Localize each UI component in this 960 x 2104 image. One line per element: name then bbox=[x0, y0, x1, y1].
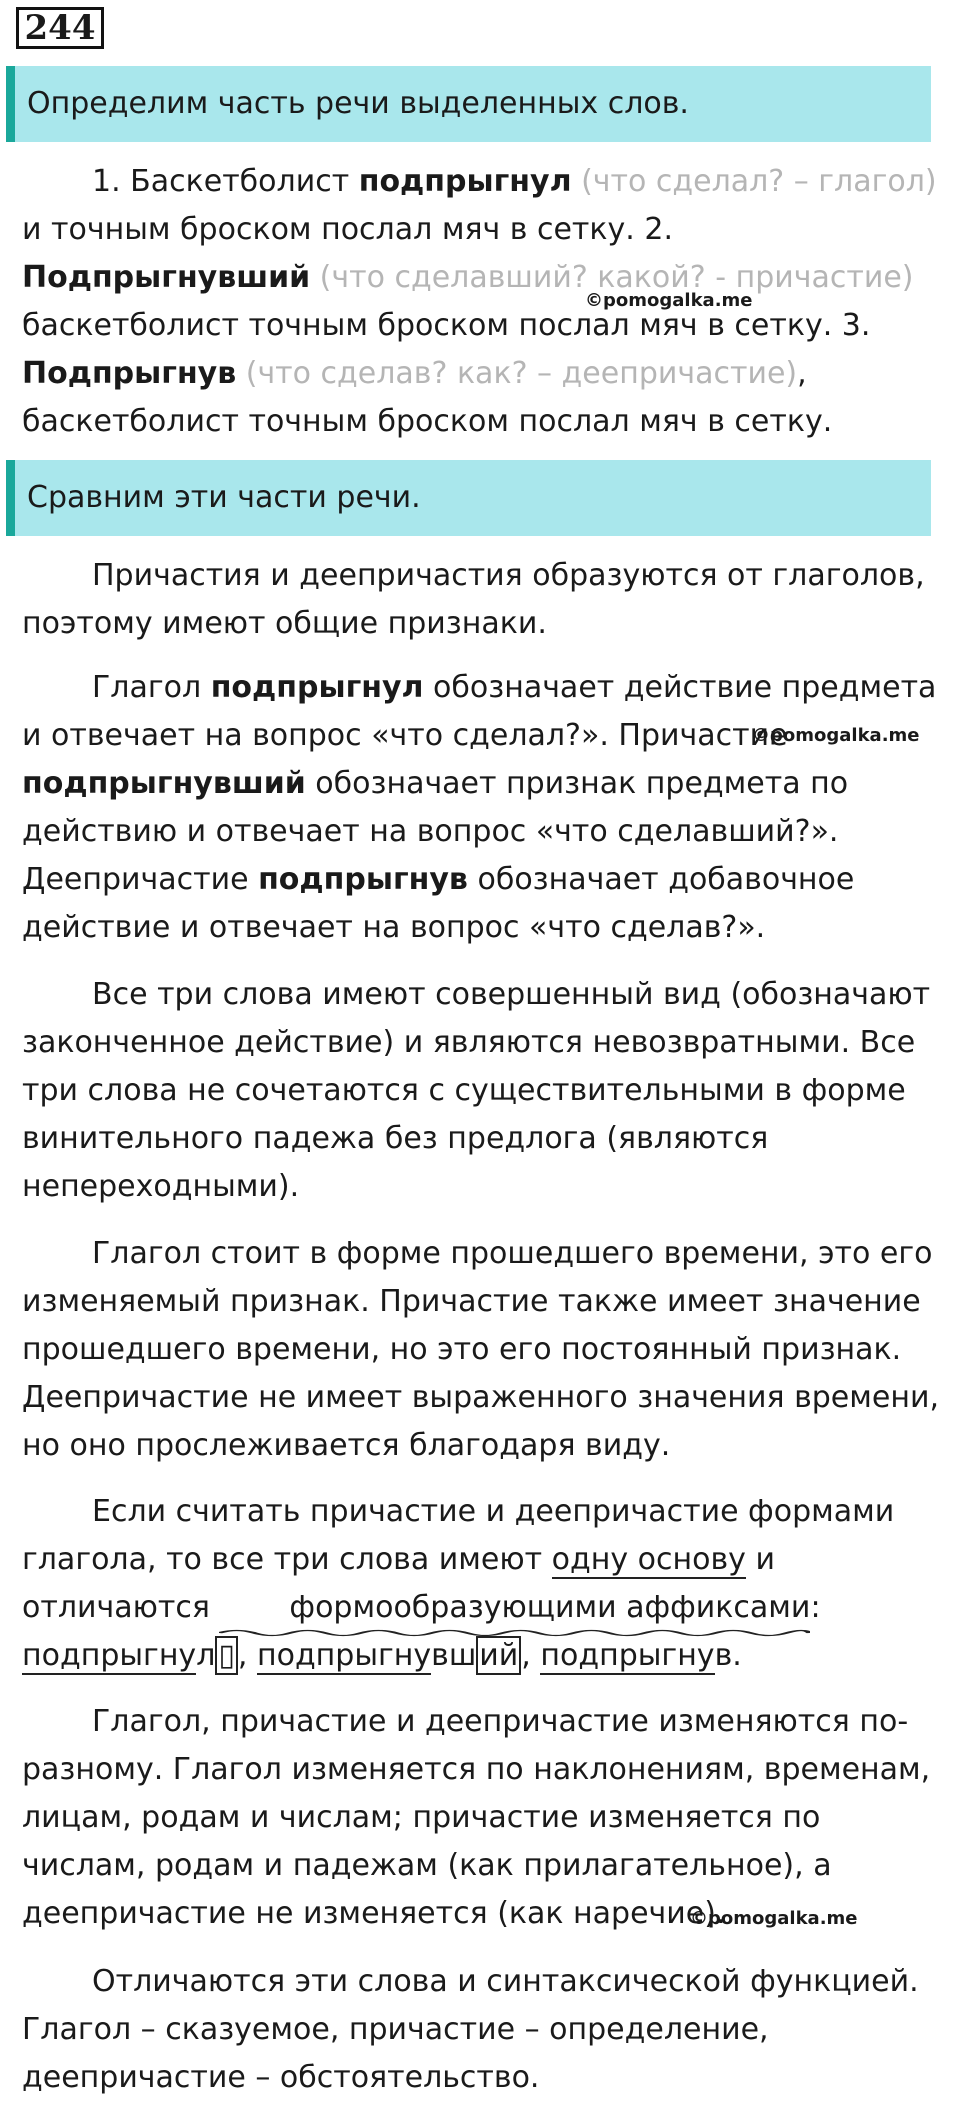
paragraph-inflection: Глагол, причастие и деепричастие изменяются по-разному. Глагол изменяется по наклонениям, временам, лицам, родам и числам; причастие изменяется по числам, родам и падежам (как прилагательное), а деепричастие не изменяется (как наречие). bbox=[22, 1704, 931, 1931]
bold-word-participle: Подпрыгнувший bbox=[22, 260, 311, 295]
text: и точным броском послал мяч в сетку. 2. bbox=[22, 212, 673, 247]
paragraph-meaning bbox=[22, 664, 952, 952]
bold-word-gerund: подпрыгнув bbox=[258, 862, 468, 897]
wavy-line-icon bbox=[219, 1628, 810, 1638]
stem-underlined: подпрыгну bbox=[540, 1638, 715, 1673]
text: . bbox=[732, 1638, 742, 1673]
task-number: 244 bbox=[16, 7, 104, 49]
suffix: л bbox=[196, 1638, 216, 1673]
text: Глагол bbox=[92, 670, 211, 705]
bold-word-gerund: Подпрыгнув bbox=[22, 356, 237, 391]
text: 1. Баскетболист bbox=[92, 164, 359, 199]
suffix: вш bbox=[431, 1638, 477, 1673]
text: : bbox=[810, 1590, 821, 1625]
watermark: ©pomogalka.me bbox=[690, 1908, 858, 1929]
stem-underlined: подпрыгну bbox=[22, 1638, 197, 1673]
gray-hint: (что сделавший? какой? - причастие) bbox=[310, 260, 914, 295]
section-heading-1: Определим часть речи выделенных слов. bbox=[6, 66, 931, 142]
watermark: ©pomogalka.me bbox=[585, 290, 753, 311]
bold-word-participle: подпрыгнувший bbox=[22, 766, 306, 801]
example-paragraph bbox=[22, 158, 952, 446]
paragraph-stem bbox=[22, 1488, 952, 1680]
suffix: в bbox=[714, 1638, 733, 1673]
text: , bbox=[521, 1638, 541, 1673]
text: и отличаются bbox=[22, 1542, 775, 1625]
paragraph-aspect: Все три слова имеют совершенный вид (обозначают законченное действие) и являются невозвратными. Все три слова не сочетаются с существительными в форме винительного падежа без предлога (являются непереходными). bbox=[22, 977, 931, 1204]
wavy-underlined-phrase bbox=[219, 1584, 810, 1632]
bold-word-verb: подпрыгнул bbox=[358, 164, 572, 199]
text: , bbox=[237, 1638, 257, 1673]
wavy-text: формообразующими аффиксами bbox=[289, 1590, 811, 1625]
watermark: ©pomogalka.me bbox=[752, 725, 920, 746]
bold-word-verb: подпрыгнул bbox=[210, 670, 424, 705]
text: , баскетболист точным броском послал мяч в сетку. bbox=[22, 356, 833, 439]
text: баскетболист точным броском послал мяч в сетку. 3. bbox=[22, 308, 871, 343]
text: обозначает признак предмета по действию и отвечает на вопрос «что сделавший?». Деепричастие bbox=[22, 766, 849, 897]
text: обозначает добавочное действие и отвечает на вопрос «что сделав?». bbox=[22, 862, 855, 945]
gray-hint: (что сделав? как? – деепричастие) bbox=[236, 356, 798, 391]
paragraph-syntax: Отличаются эти слова и синтаксической функцией. Глагол – сказуемое, причастие – определение, деепричастие – обстоятельство. bbox=[22, 1964, 919, 2095]
underlined-stem-phrase: одну основу bbox=[551, 1542, 746, 1577]
null-ending-box: ▯ bbox=[215, 1636, 238, 1675]
text: Если считать причастие и деепричастие формами глагола, то все три слова имеют bbox=[22, 1494, 895, 1577]
stem-underlined: подпрыгну bbox=[256, 1638, 432, 1673]
text: обозначает действие предмета и отвечает на вопрос «что сделал?». Причастие bbox=[22, 670, 937, 753]
section-heading-2: Сравним эти части речи. bbox=[6, 460, 931, 536]
paragraph-common-features: Причастия и деепричастия образуются от глаголов, поэтому имеют общие признаки. bbox=[22, 558, 925, 641]
gray-hint: (что сделал? – глагол) bbox=[571, 164, 937, 199]
paragraph-tense: Глагол стоит в форме прошедшего времени, это его изменяемый признак. Причастие также имеет значение прошедшего времени, но это его постоянный признак. Деепричастие не имеет выраженного значения времени, но оно прослеживается благодаря виду. bbox=[22, 1236, 939, 1463]
ending-box: ий bbox=[476, 1636, 521, 1675]
